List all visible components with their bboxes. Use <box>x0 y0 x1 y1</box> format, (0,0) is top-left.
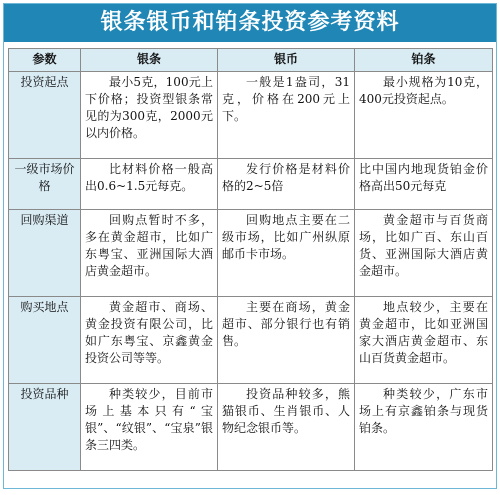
cell-silver-coin: 投资品种较多，熊猫银币、生肖银币、人物纪念银币等。 <box>218 384 355 471</box>
cell-silver-bar: 黄金超市、商场、黄金投资有限公司，比如广东粤宝、京鑫黄金投资公司等等。 <box>81 297 218 384</box>
cell-silver-coin: 回购地点主要在二级市场，比如广州纵原邮币卡市场。 <box>218 210 355 297</box>
table-row <box>9 384 493 471</box>
header-silver-coin: 银币 <box>218 49 355 72</box>
cell-platinum-bar: 黄金超市与百货商场，比如广百、东山百货、亚洲国际大酒店黄金超市。 <box>355 210 493 297</box>
table-row <box>9 72 493 159</box>
table-row <box>9 210 493 297</box>
cell-silver-bar: 回购点暂时不多，多在黄金超市，比如广东粤宝、亚洲国际大酒店黄金超市。 <box>81 210 218 297</box>
row-param: 一级市场价格 <box>9 159 81 210</box>
cell-platinum-bar: 种类较少，广东市场上有京鑫铂条与现货铂条。 <box>355 384 493 471</box>
row-param: 购买地点 <box>9 297 81 384</box>
cell-silver-bar: 比材料价格一般高出0.6~1.5元每克。 <box>81 159 218 210</box>
cell-silver-coin: 发行价格是材料价格的2~5倍 <box>218 159 355 210</box>
row-param: 回购渠道 <box>9 210 81 297</box>
table-row <box>9 297 493 384</box>
cell-silver-coin: 一般是1盎司，31克，价格在200元上下。 <box>218 72 355 159</box>
comparison-table <box>8 48 493 471</box>
row-param: 投资起点 <box>9 72 81 159</box>
cell-platinum-bar: 比中国内地现货铂金价格高出50元每克 <box>355 159 493 210</box>
cell-platinum-bar: 地点较少，主要在黄金超市，比如亚洲国家大酒店黄金超市、东山百货黄金超市。 <box>355 297 493 384</box>
header-row <box>9 49 493 72</box>
info-panel <box>3 3 497 489</box>
cell-silver-bar: 最小5克，100元上下价格；投资型银条常见的为300克，2000元以内价格。 <box>81 72 218 159</box>
header-param: 参数 <box>9 49 81 72</box>
cell-silver-coin: 主要在商场，黄金超市、部分银行也有销售。 <box>218 297 355 384</box>
table-row <box>9 159 493 210</box>
header-platinum-bar: 铂条 <box>355 49 493 72</box>
row-param: 投资品种 <box>9 384 81 471</box>
cell-platinum-bar: 最小规格为10克，400元投资起点。 <box>355 72 493 159</box>
cell-silver-bar: 种类较少，目前市场上基本只有“宝银”、“纹银”、“宝泉”银条三四类。 <box>81 384 218 471</box>
header-silver-bar: 银条 <box>81 49 218 72</box>
page-title: 银条银币和铂条投资参考资料 <box>4 4 496 42</box>
